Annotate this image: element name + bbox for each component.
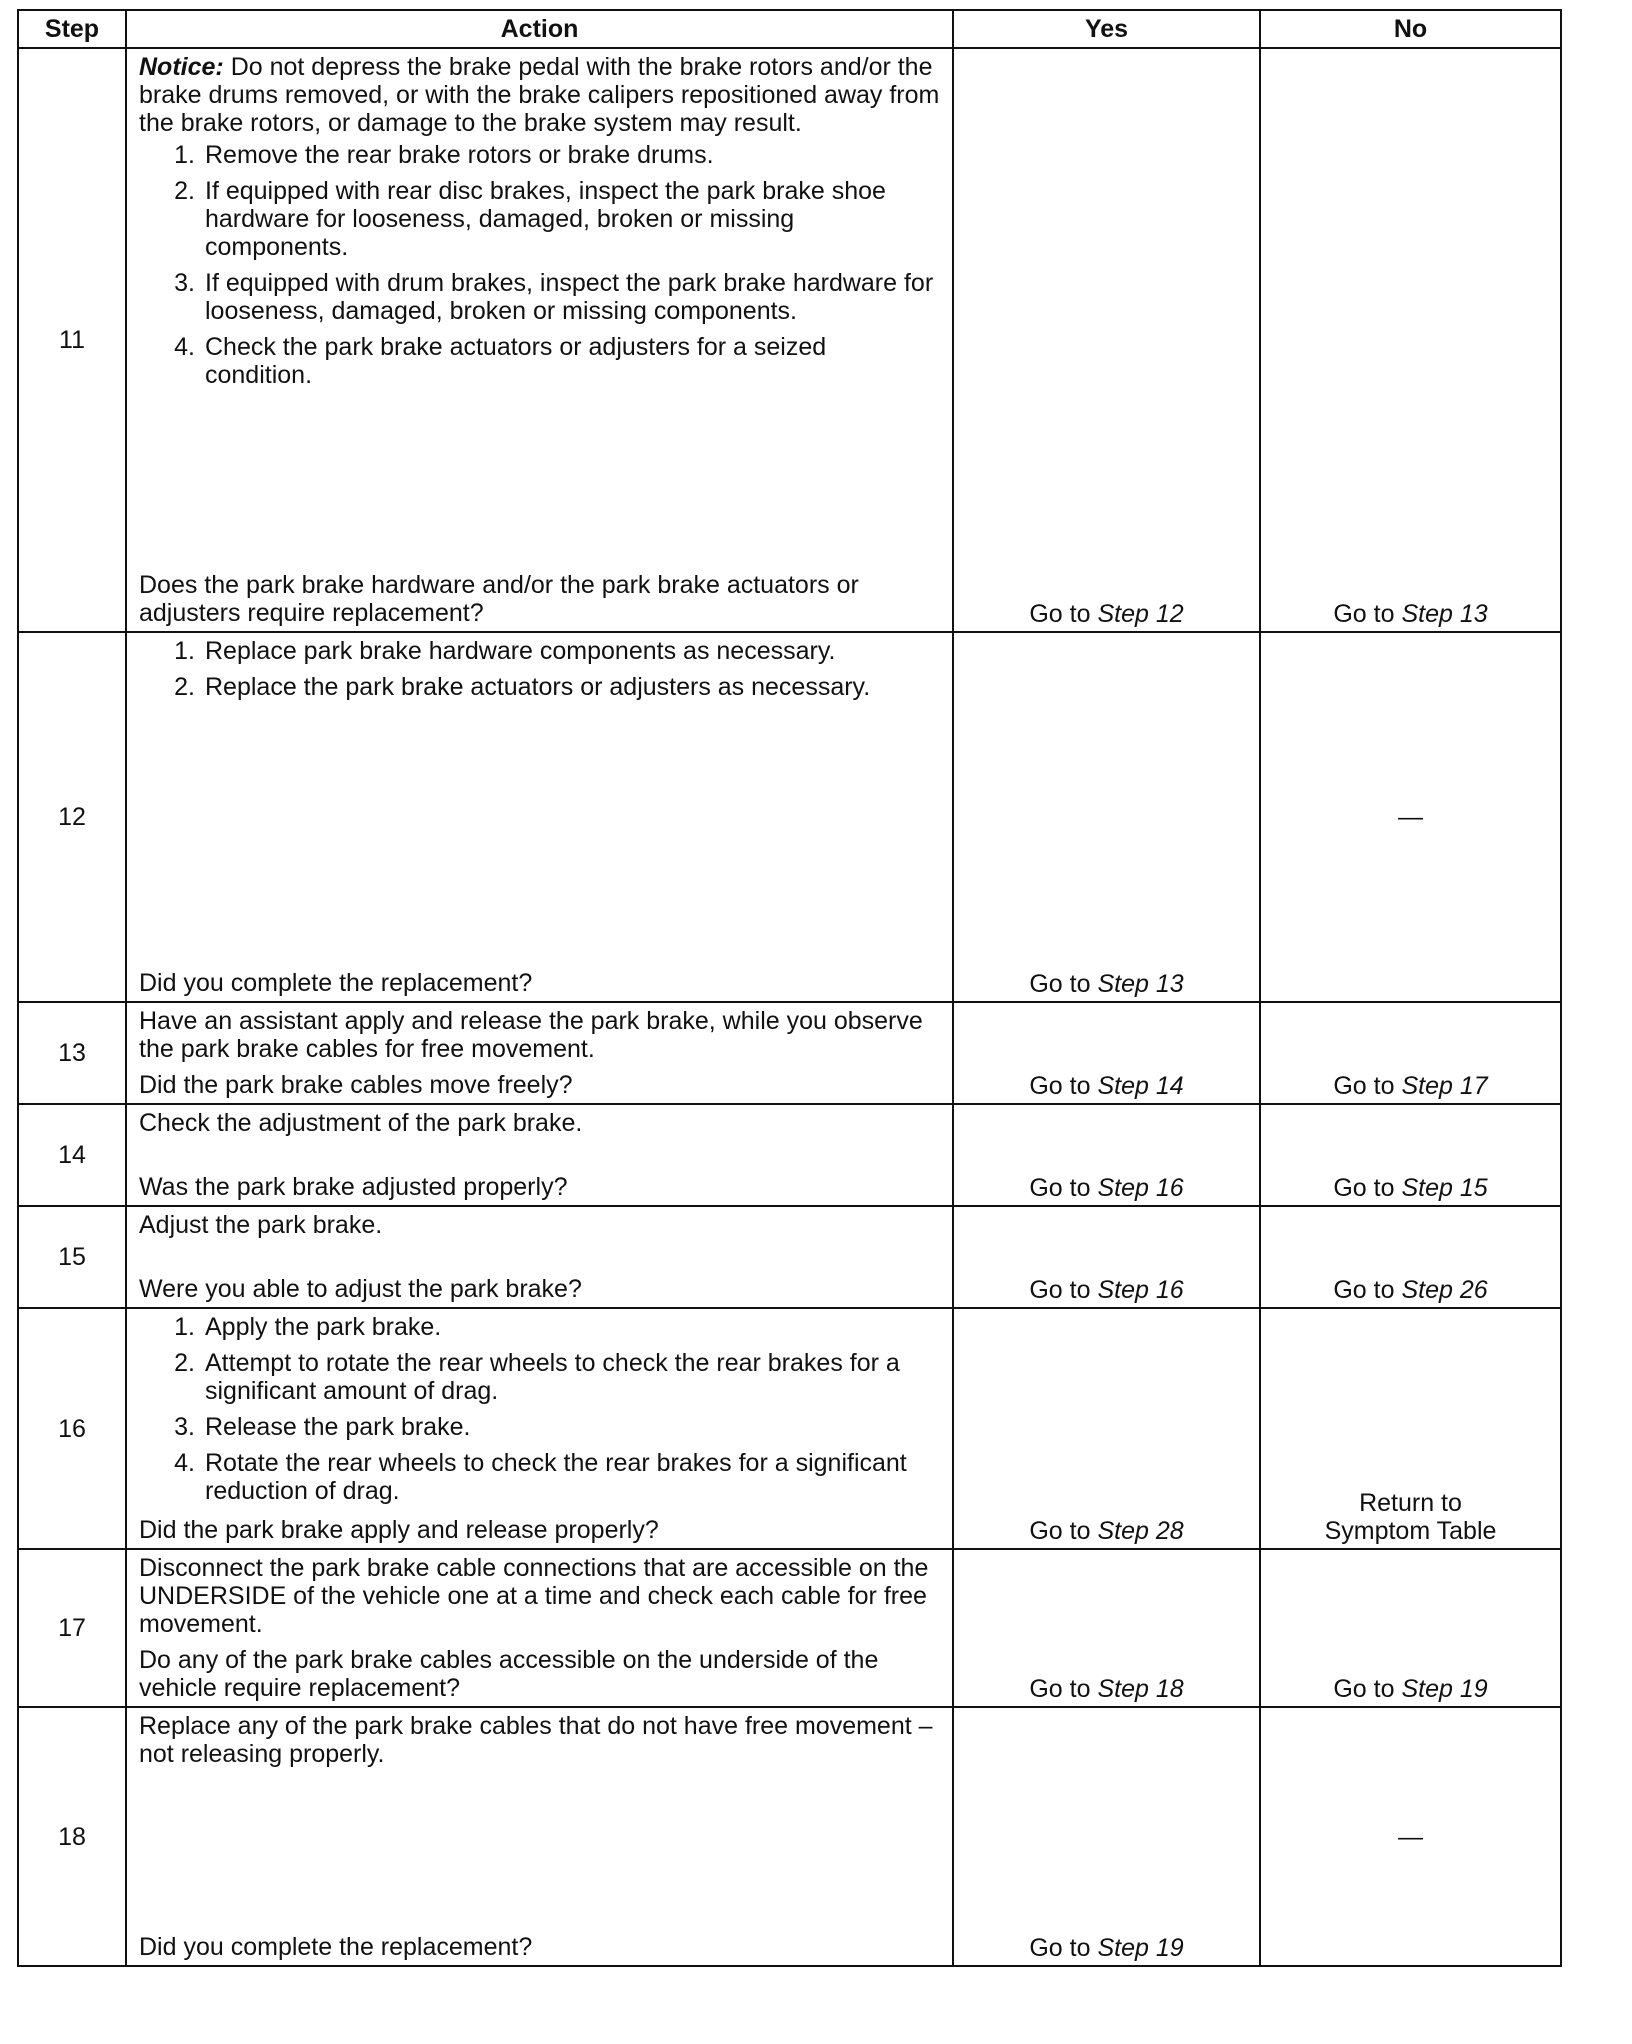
step-number: 14 (18, 1104, 126, 1206)
action-text: Replace any of the park brake cables that do not have free movement – not releasing properly. (139, 1712, 933, 1768)
list-item: 3. If equipped with drum brakes, inspect the park brake hardware for looseness, damaged, broken or missing components. (174, 269, 934, 325)
table-row-step-12 (18, 632, 1561, 1002)
table-row-step-14 (18, 1104, 1561, 1206)
step-number: 13 (18, 1002, 126, 1104)
list-item: 3. Release the park brake. (174, 1413, 471, 1441)
question: Was the park brake adjusted properly? (139, 1173, 568, 1201)
action-text: Disconnect the park brake cable connections that are accessible on the UNDERSIDE of the vehicle one at a time and check each cable for free movement. (139, 1554, 929, 1638)
procedure-list (139, 1313, 940, 1507)
no-cell (1260, 632, 1561, 1002)
step-link[interactable]: Step 18 (1097, 1675, 1184, 1703)
yes-cell: Go to Step 13 (953, 632, 1260, 1002)
step-link[interactable]: Step 19 (1401, 1675, 1488, 1703)
list-item: 1. Remove the rear brake rotors or brake drums. (174, 141, 714, 169)
list-item: 4. Check the park brake actuators or adjusters for a seized condition. (174, 333, 827, 389)
step-link[interactable]: Step 17 (1401, 1072, 1488, 1100)
step-link[interactable]: Step 13 (1097, 970, 1184, 998)
yes-cell: Go to Step 19 (953, 1707, 1260, 1966)
action-cell (126, 1002, 953, 1104)
step-number: 18 (18, 1707, 126, 1966)
yes-cell: Go to Step 18 (953, 1549, 1260, 1707)
step-link[interactable]: Step 19 (1097, 1934, 1184, 1962)
question: Did you complete the replacement? (139, 1933, 533, 1961)
step-link[interactable]: Step 16 (1097, 1276, 1184, 1304)
question: Did the park brake apply and release properly? (139, 1516, 659, 1544)
step-number: 11 (18, 48, 126, 632)
table-row-step-17 (18, 1549, 1561, 1707)
notice-text: Do not depress the brake pedal with the brake rotors and/or the brake drums removed, or with the brake calipers repositioned away from the brake rotors, or damage to the brake system may result. (139, 53, 940, 137)
list-item: 2. Replace the park brake actuators or adjusters as necessary. (174, 673, 871, 701)
return-to-label: Return to (1359, 1489, 1462, 1517)
question: Did the park brake cables move freely? (139, 1071, 573, 1099)
action-cell (126, 1104, 953, 1206)
diagnostic-table (17, 9, 1562, 1967)
step-link[interactable]: Step 13 (1401, 600, 1488, 628)
no-cell: Go to Step 13 (1260, 48, 1561, 632)
step-number: 16 (18, 1308, 126, 1549)
no-cell (1260, 1308, 1561, 1549)
table-row-step-15 (18, 1206, 1561, 1308)
action-cell (126, 1707, 953, 1966)
no-cell: Go to Step 19 (1260, 1549, 1561, 1707)
action-text: Check the adjustment of the park brake. (139, 1109, 583, 1137)
step-number: 17 (18, 1549, 126, 1707)
yes-cell: Go to Step 16 (953, 1206, 1260, 1308)
no-cell: Go to Step 17 (1260, 1002, 1561, 1104)
no-cell: Go to Step 15 (1260, 1104, 1561, 1206)
yes-cell: Go to Step 16 (953, 1104, 1260, 1206)
step-link[interactable]: Step 14 (1097, 1072, 1184, 1100)
action-cell (126, 632, 953, 1002)
header-action: Action (126, 10, 953, 48)
action-cell (126, 1308, 953, 1549)
header-row (18, 10, 1561, 48)
no-dash: — (1398, 1822, 1423, 1851)
list-item: 4. Rotate the rear wheels to check the rear brakes for a significant reduction of drag. (174, 1449, 907, 1505)
yes-cell: Go to Step 28 (953, 1308, 1260, 1549)
action-cell (126, 1549, 953, 1707)
step-link[interactable]: Step 15 (1401, 1174, 1488, 1202)
action-text: Have an assistant apply and release the park brake, while you observe the park brake cables for free movement. (139, 1007, 923, 1063)
question: Did you complete the replacement? (139, 969, 533, 997)
question: Does the park brake hardware and/or the park brake actuators or adjusters require replacement? (139, 571, 859, 627)
list-item: 1. Replace park brake hardware components as necessary. (174, 637, 836, 665)
yes-cell: Go to Step 12 (953, 48, 1260, 632)
table-row-step-16 (18, 1308, 1561, 1549)
step-number: 15 (18, 1206, 126, 1308)
step-link[interactable]: Step 26 (1401, 1276, 1488, 1304)
procedure-list (139, 637, 940, 709)
step-link[interactable]: Step 12 (1097, 600, 1184, 628)
action-cell (126, 1206, 953, 1308)
notice (139, 53, 940, 137)
table-row-step-13 (18, 1002, 1561, 1104)
table-row-step-18 (18, 1707, 1561, 1966)
question: Were you able to adjust the park brake? (139, 1275, 582, 1303)
list-item: 2. Attempt to rotate the rear wheels to check the rear brakes for a significant amount of drag. (174, 1349, 900, 1405)
header-step: Step (18, 10, 126, 48)
action-cell (126, 48, 953, 632)
question: Do any of the park brake cables accessible on the underside of the vehicle require replacement? (139, 1646, 879, 1702)
no-dash: — (1398, 803, 1423, 831)
no-cell: Go to Step 26 (1260, 1206, 1561, 1308)
table-row-step-11 (18, 48, 1561, 632)
notice-label: Notice: (139, 53, 224, 81)
list-item: 2. If equipped with rear disc brakes, inspect the park brake shoe hardware for looseness, damaged, broken or missing components. (174, 177, 886, 261)
symptom-table-link[interactable]: Symptom Table (1324, 1517, 1497, 1545)
procedure-list (139, 141, 940, 389)
step-link[interactable]: Step 16 (1097, 1174, 1184, 1202)
header-no: No (1260, 10, 1561, 48)
step-link[interactable]: Step 28 (1097, 1517, 1184, 1545)
list-item: 1. Apply the park brake. (174, 1313, 442, 1341)
yes-cell: Go to Step 14 (953, 1002, 1260, 1104)
action-text: Adjust the park brake. (139, 1211, 383, 1239)
no-cell (1260, 1707, 1561, 1966)
header-yes: Yes (953, 10, 1260, 48)
step-number: 12 (18, 632, 126, 1002)
